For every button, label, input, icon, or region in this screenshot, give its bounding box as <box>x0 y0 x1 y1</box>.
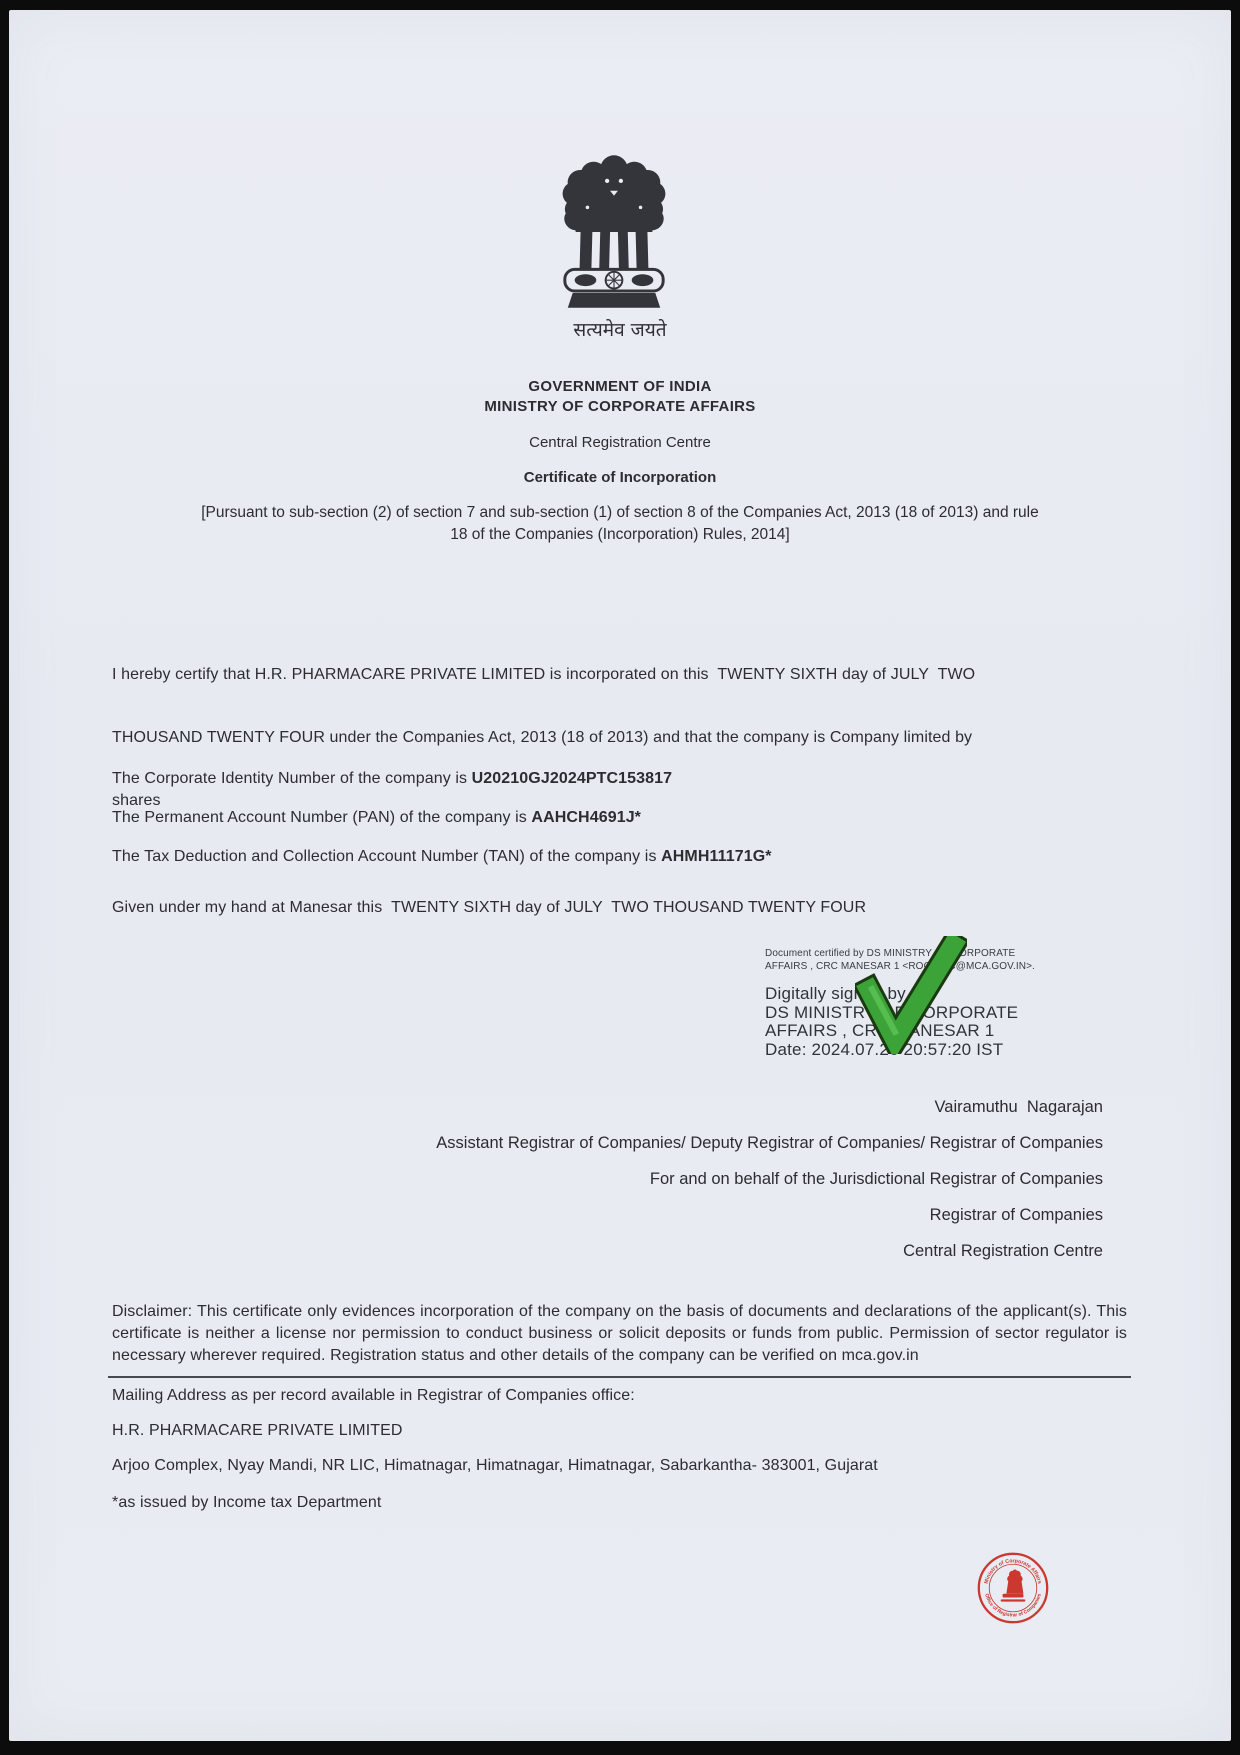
certificate-page <box>9 10 1231 1741</box>
pan-value: AAHCH4691J* <box>531 809 642 826</box>
signer-title-4: Central Registration Centre <box>903 1242 1103 1260</box>
separator-line <box>108 1376 1131 1378</box>
national-emblem-icon <box>555 153 673 311</box>
mailing-address-heading: Mailing Address as per record available in Registrar of Companies office: <box>112 1387 635 1404</box>
mailing-address-line: Arjoo Complex, Nyay Mandi, NR LIC, Himatnagar, Himatnagar, Himatnagar, Sabarkantha- 383001, Gujarat <box>112 1457 878 1474</box>
cin-label: The Corporate Identity Number of the company is <box>112 770 472 787</box>
pursuant-line-1: [Pursuant to sub-section (2) of section 7 and sub-section (1) of section 8 of the Companies Act, 2013 (18 of 2013) and rule <box>201 504 1039 521</box>
certification-line-3: shares <box>112 792 161 809</box>
certificate-title: Certificate of Incorporation <box>523 469 717 486</box>
digitally-signed-line-1: Digitally signed by <box>765 984 906 1003</box>
tan-label: The Tax Deduction and Collection Account Number (TAN) of the company is <box>112 848 662 865</box>
signer-title-2: For and on behalf of the Jurisdictional Registrar of Companies <box>649 1170 1103 1188</box>
certified-note-line-2: AFFAIRS , CRC MANESAR 1 <ROC.CRC@MCA.GOV.IN>. <box>765 960 1035 972</box>
mailing-company-name: H.R. PHARMACARE PRIVATE LIMITED <box>112 1422 403 1439</box>
signer-name: Vairamuthu Nagarajan <box>934 1098 1103 1116</box>
certification-line-2: THOUSAND TWENTY FOUR under the Companies Act, 2013 (18 of 2013) and that the company is Company limited by <box>112 729 973 746</box>
pan-label: The Permanent Account Number (PAN) of the company is <box>112 809 532 826</box>
pursuant-line-2: 18 of the Companies (Incorporation) Rules, 2014] <box>450 526 790 543</box>
digitally-signed-line-4: Date: 2024.07.26 20:57:20 IST <box>765 1039 1004 1059</box>
pan-issuer-footnote: *as issued by Income tax Department <box>112 1494 382 1511</box>
signer-title-1: Assistant Registrar of Companies/ Deputy Registrar of Companies/ Registrar of Companies <box>436 1134 1103 1152</box>
ministry-heading: MINISTRY OF CORPORATE AFFAIRS <box>484 398 756 415</box>
emblem-motto: सत्यमेव जयते <box>573 319 667 341</box>
tan-value: AHMH11171G* <box>661 848 772 865</box>
signer-title-3: Registrar of Companies <box>929 1206 1103 1224</box>
given-under-hand-line: Given under my hand at Manesar this TWENTY SIXTH day of JULY TWO THOUSAND TWENTY FOUR <box>112 899 867 916</box>
stamp-center-emblem <box>1001 1569 1026 1601</box>
certified-note-line-1: Document certified by DS MINISTRY OF CORPORATE <box>765 948 1016 959</box>
cin-line <box>112 768 1126 789</box>
cin-value: U20210GJ2024PTC153817 <box>471 770 673 787</box>
disclaimer-text: Disclaimer: This certificate only evidences incorporation of the company on the basis of documents and declarations of the applicant(s). This certificate is neither a license nor permission to conduct business or solicit deposits or funds from public. Permission of sector regulator is necessary wherever required. Registration status and other details of the company can be verified on mca.gov.in <box>112 1303 1127 1364</box>
tan-line <box>112 846 1126 867</box>
government-of-india-heading: GOVERNMENT OF INDIA <box>528 378 712 395</box>
certification-line-1: I hereby certify that H.R. PHARMACARE PRIVATE LIMITED is incorporated on this TWENTY SIXTH day of JULY TWO <box>112 666 976 683</box>
central-registration-centre-heading: Central Registration Centre <box>529 434 711 451</box>
stamp-bottom-text: Office of Registrar of Companies <box>983 1593 1043 1619</box>
signature-valid-checkmark-icon <box>855 936 967 1054</box>
roc-red-stamp-icon <box>975 1550 1051 1626</box>
digitally-signed-line-3: AFFAIRS , CRC MANESAR 1 <box>765 1021 995 1040</box>
digitally-signed-line-2: DS MINISTRY OF CORPORATE <box>765 1002 1019 1022</box>
stamp-top-text: Ministry of Corporate Affairs <box>983 1558 1043 1585</box>
pursuant-clause <box>9 502 1231 546</box>
pan-line <box>112 807 1126 828</box>
signatory-block <box>436 1098 1103 1278</box>
